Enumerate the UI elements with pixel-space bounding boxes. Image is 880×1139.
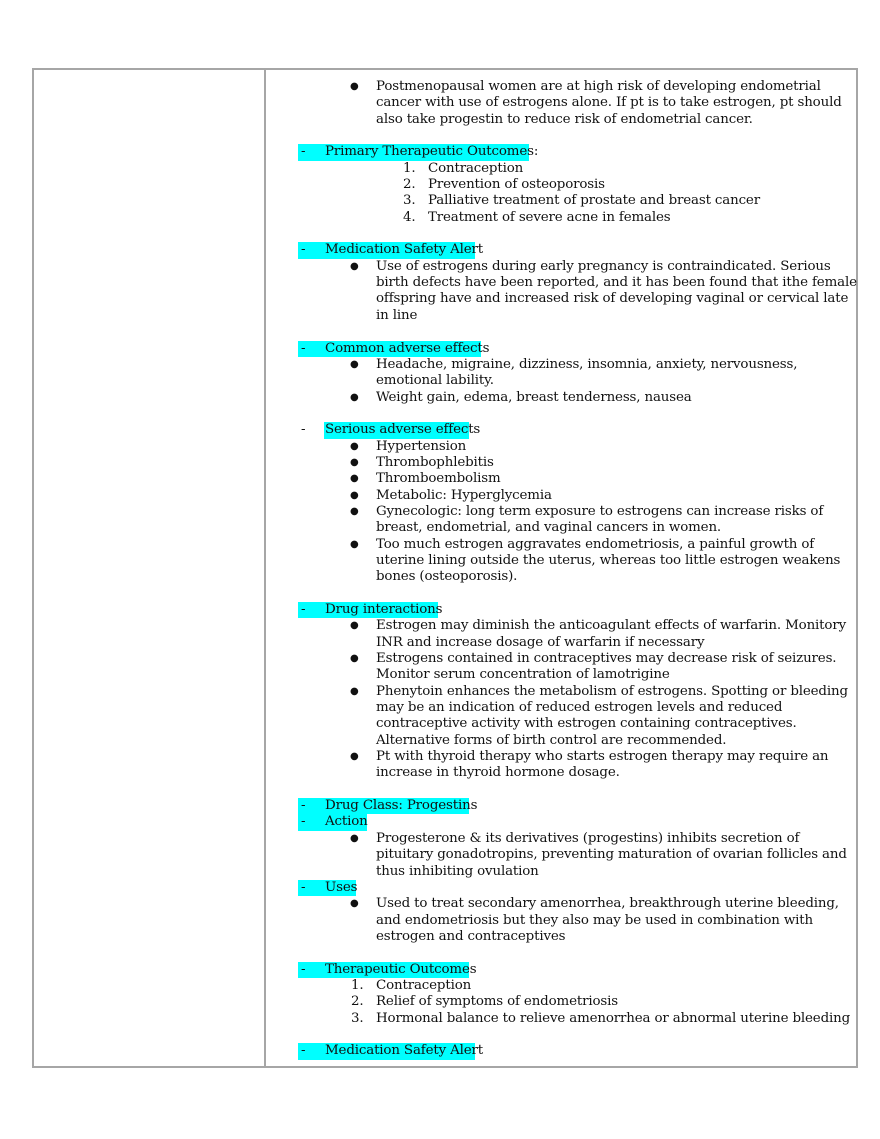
bullet-item: ● Headache, migraine, dizziness, insomnia, anxiety, nervousness, emotional lability.	[350, 356, 798, 389]
numbered-item: 3. Hormonal balance to relieve amenorrhea or abnormal uterine bleeding	[351, 1010, 851, 1026]
notes-table	[32, 68, 858, 1068]
bullet-icon: ●	[350, 260, 359, 272]
numbered-item: 2. Relief of symptoms of endometriosis	[351, 994, 618, 1010]
section-heading-safety-alert-2: - Medication Safety Alert	[298, 1043, 858, 1059]
bullet-item: ● Phenytoin enhances the metabolism of estrogens. Spotting or bleeding may be an indication of reduced estrogen levels and reduced contraceptive activity with estrogen containing contraceptives. Alternative forms of birth control are recommended.	[350, 683, 848, 748]
bullet-item: ● Metabolic: Hyperglycemia	[350, 487, 552, 503]
bullet-icon: ●	[350, 685, 359, 697]
bullet-item: ● Pt with thyroid therapy who starts estrogen therapy may require an increase in thyroid hormone dosage.	[350, 749, 829, 781]
bullet-item: ● Used to treat secondary amenorrhea, breakthrough uterine bleeding, and endometriosis but they also may be used in combination with estrogen and contraceptives	[350, 896, 839, 944]
bullet-icon: ●	[350, 391, 359, 403]
bullet-icon: ●	[350, 751, 359, 763]
bullet-icon: ●	[350, 440, 359, 452]
bullet-icon: ●	[350, 538, 359, 550]
bullet-item: ● Weight gain, edema, breast tenderness, nausea	[350, 389, 692, 405]
section-heading-drug-class: - Drug Class: Progestins	[298, 798, 858, 814]
bullet-item: ● Postmenopausal women are at high risk of developing endometrial cancer with use of estrogens alone. If pt is to take estrogen, pt should also take progestin to reduce risk of endometrial cancer.	[350, 79, 842, 127]
bullet-item: ● Use of estrogens during early pregnancy is contraindicated. Serious birth defects have been reported, and it has been found that ithe female offspring have and increased risk of developing vaginal or cervical late in line	[350, 258, 857, 323]
bullet-item: ● Estrogen may diminish the anticoagulant effects of warfarin. Monitory INR and increase dosage of warfarin if necessary	[350, 618, 846, 650]
right-column-content	[298, 79, 858, 1060]
bullet-icon: ●	[350, 489, 359, 501]
bullet-icon: ●	[350, 832, 359, 844]
section-heading-primary-outcomes: - Primary Therapeutic Outcomes:	[298, 144, 858, 160]
bullet-icon: ●	[350, 620, 359, 632]
bullet-icon: ●	[350, 81, 359, 92]
numbered-item: 2. Prevention of osteoporosis	[403, 177, 605, 193]
bullet-item: ● Thrombophlebitis	[350, 454, 494, 470]
bullet-icon: ●	[350, 358, 359, 370]
bullet-item: ● Gynecologic: long term exposure to estrogens can increase risks of breast, endometrial, and vaginal cancers in women.	[350, 503, 824, 536]
column-divider	[264, 70, 266, 1066]
bullet-item: ● Estrogens contained in contraceptives may decrease risk of seizures. Monitor serum concentration of lamotrigine	[350, 651, 837, 683]
bullet-icon: ●	[350, 473, 359, 485]
section-heading-safety-alert: - Medication Safety Alert	[298, 242, 858, 258]
bullet-icon: ●	[350, 898, 359, 910]
left-column-cell	[34, 70, 264, 1066]
bullet-icon: ●	[350, 653, 359, 665]
section-heading-serious-adverse: - Serious adverse effects	[301, 422, 481, 438]
bullet-item: ● Hypertension	[350, 438, 467, 454]
section-heading-action: - Action	[298, 814, 858, 830]
section-heading-common-adverse: - Common adverse effects	[298, 341, 858, 357]
section-heading-uses: - Uses	[298, 880, 858, 896]
section-heading-therapeutic-outcomes: - Therapeutic Outcomes	[298, 962, 858, 978]
bullet-icon: ●	[350, 456, 359, 468]
section-heading-drug-interactions: - Drug interactions	[298, 602, 858, 618]
numbered-item: 3. Palliative treatment of prostate and breast cancer	[403, 193, 760, 209]
numbered-item: 1. Contraception	[403, 160, 524, 176]
numbered-item: 4. Treatment of severe acne in females	[403, 209, 671, 225]
numbered-item: 1. Contraception	[351, 977, 472, 993]
bullet-item: ● Thromboembolism	[350, 471, 501, 487]
bullet-item: ● Progesterone & its derivatives (progestins) inhibits secretion of pituitary gonadotropins, preventing maturation of ovarian follicles and thus inhibiting ovulation	[350, 830, 847, 879]
bullet-item: ● Too much estrogen aggravates endometriosis, a painful growth of uterine lining outside the uterus, whereas too little estrogen weakens bones (osteoporosis).	[350, 536, 841, 585]
bullet-icon: ●	[350, 505, 359, 517]
